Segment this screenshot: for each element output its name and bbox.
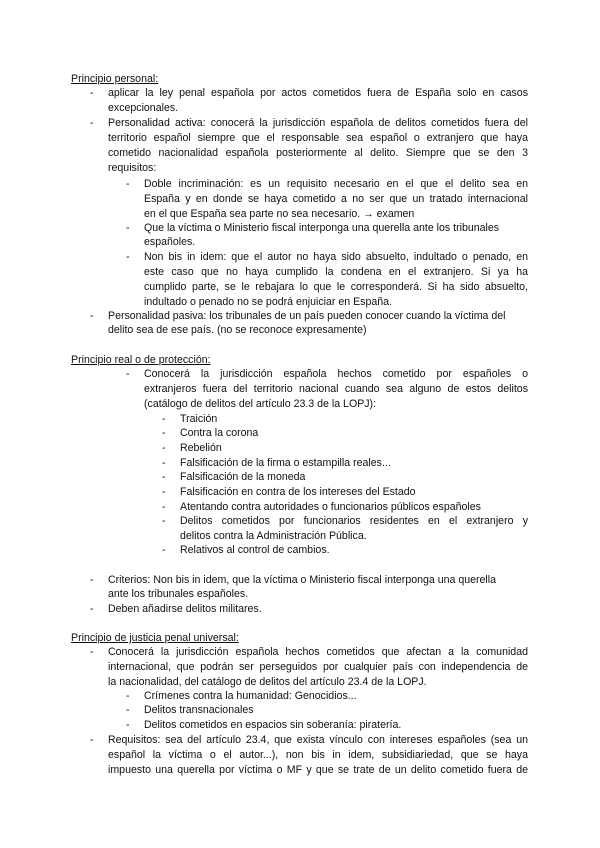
text-line: delito sea de ese país. (no se reconoce expresamente) <box>108 324 367 336</box>
text-line: Conocerá la jurisdicción española hechos cometidos que afectan a la comunidad <box>108 646 528 658</box>
bullet: - <box>162 413 166 425</box>
bullet: - <box>162 442 166 454</box>
bullet: - <box>90 734 94 746</box>
list-item: Rebelión <box>180 442 222 454</box>
text-line: ante los tribunales españoles. <box>108 588 249 600</box>
text-line: Criterios: Non bis in idem, que la víctima o Ministerio fiscal interponga una querella <box>108 574 497 586</box>
text-line: cumplido parte, se le rebajara lo que le corresponderá. Si ha sido absuelto, <box>144 281 528 293</box>
text-line: (catálogo de delitos del artículo 23.3 de la LOPJ): <box>144 398 377 410</box>
bullet: - <box>90 87 94 99</box>
bullet: - <box>90 117 94 129</box>
list-item: Falsificación de la moneda <box>180 471 306 483</box>
text-line: Delitos transnacionales <box>144 704 254 716</box>
bullet: - <box>162 457 166 469</box>
list-item: Relativos al control de cambios. <box>180 544 330 556</box>
list-item: Delitos cometidos por funcionarios residentes en el extranjero y <box>180 515 528 527</box>
bullet: - <box>90 574 94 586</box>
text-line: la nacionalidad, del catálogo de delitos del artículo 23.4 de la LOPJ. <box>108 676 427 688</box>
text-line: requisitos: <box>108 162 157 174</box>
text-line: Deben añadirse delitos militares. <box>108 603 262 615</box>
text-line: Doble incriminación: es un requisito necesario en el que el delito sea en <box>144 178 528 190</box>
text-line: Personalidad activa: conocerá la jurisdicción española de delitos cometidos fuera del <box>108 117 528 129</box>
list-item: Traición <box>180 413 218 425</box>
text-line: Non bis in idem: que el autor no haya sido absuelto, indultado o penado, en <box>144 251 528 263</box>
bullet: - <box>162 486 166 498</box>
bullet: - <box>126 178 130 190</box>
text-line: cometido nacionalidad española posteriormente al delito. Siempre que se den 3 <box>108 147 528 159</box>
text-line: internacional, que podrán ser perseguidos por cualquier país con independencia de <box>108 661 528 673</box>
list-item: Falsificación en contra de los intereses del Estado <box>180 486 416 498</box>
bullet: - <box>162 515 166 527</box>
text-line: españoles. <box>144 236 196 248</box>
text-line: impuesto una querella por víctima o MF y que se trate de un delito cometido fuera de <box>108 764 528 776</box>
list-item: Atentando contra autoridades o funcionarios públicos españoles <box>180 501 481 513</box>
section-heading-personal: Principio personal: <box>71 73 159 85</box>
text-line: territorio español siempre que el responsable sea español o extranjero que haya <box>108 132 528 144</box>
text-line: aplicar la ley penal española por actos cometidos fuera de España solo en casos <box>108 87 528 99</box>
bullet: - <box>162 501 166 513</box>
text-line: España y en donde se haya cometido a no ser que un tratado internacional <box>144 193 528 205</box>
bullet: - <box>126 690 130 702</box>
text-line: este caso que no haya cumplido la condena en el extranjero. Si ya ha <box>144 266 528 278</box>
text-line: español la víctima o el autor...), non bis in idem, subsidiariedad, que se haya <box>108 749 528 761</box>
section-heading-universal: Principio de justicia penal universal: <box>71 632 239 644</box>
bullet: - <box>126 251 130 263</box>
bullet: - <box>126 222 130 234</box>
text-line: en el que España sea parte no sea necesario. → examen <box>144 208 415 220</box>
list-item: Contra la corona <box>180 427 259 439</box>
text-line: Que la víctima o Ministerio fiscal interponga una querella ante los tribunales <box>144 222 500 234</box>
text-line: Conocerá la jurisdicción española hechos cometido por españoles o <box>144 368 528 380</box>
bullet: - <box>90 646 94 658</box>
text-line: Personalidad pasiva: los tribunales de un país pueden conocer cuando la víctima del <box>108 310 506 322</box>
bullet: - <box>162 544 166 556</box>
bullet: - <box>126 719 130 731</box>
bullet: - <box>126 704 130 716</box>
text-line: indultado o penado no se podrá enjuiciar en España. <box>144 296 392 308</box>
list-item: Falsificación de la firma o estampilla reales... <box>180 457 391 469</box>
bullet: - <box>126 368 130 380</box>
text-line: extranjeros fuera del territorio nacional cuando sea alguno de estos delitos <box>144 383 528 395</box>
bullet: - <box>90 603 94 615</box>
list-item: delitos contra la Administración Pública. <box>180 530 367 542</box>
section-heading-real: Principio real o de protección: <box>71 354 211 366</box>
bullet: - <box>162 427 166 439</box>
text-line: Requisitos: sea del artículo 23.4, que exista vínculo con intereses españoles (sea un <box>108 734 528 746</box>
text-line: Crímenes contra la humanidad: Genocidios... <box>144 690 357 702</box>
text-line: excepcionales. <box>108 102 179 114</box>
bullet: - <box>162 471 166 483</box>
bullet: - <box>90 310 94 322</box>
text-line: Delitos cometidos en espacios sin soberanía: piratería. <box>144 719 402 731</box>
